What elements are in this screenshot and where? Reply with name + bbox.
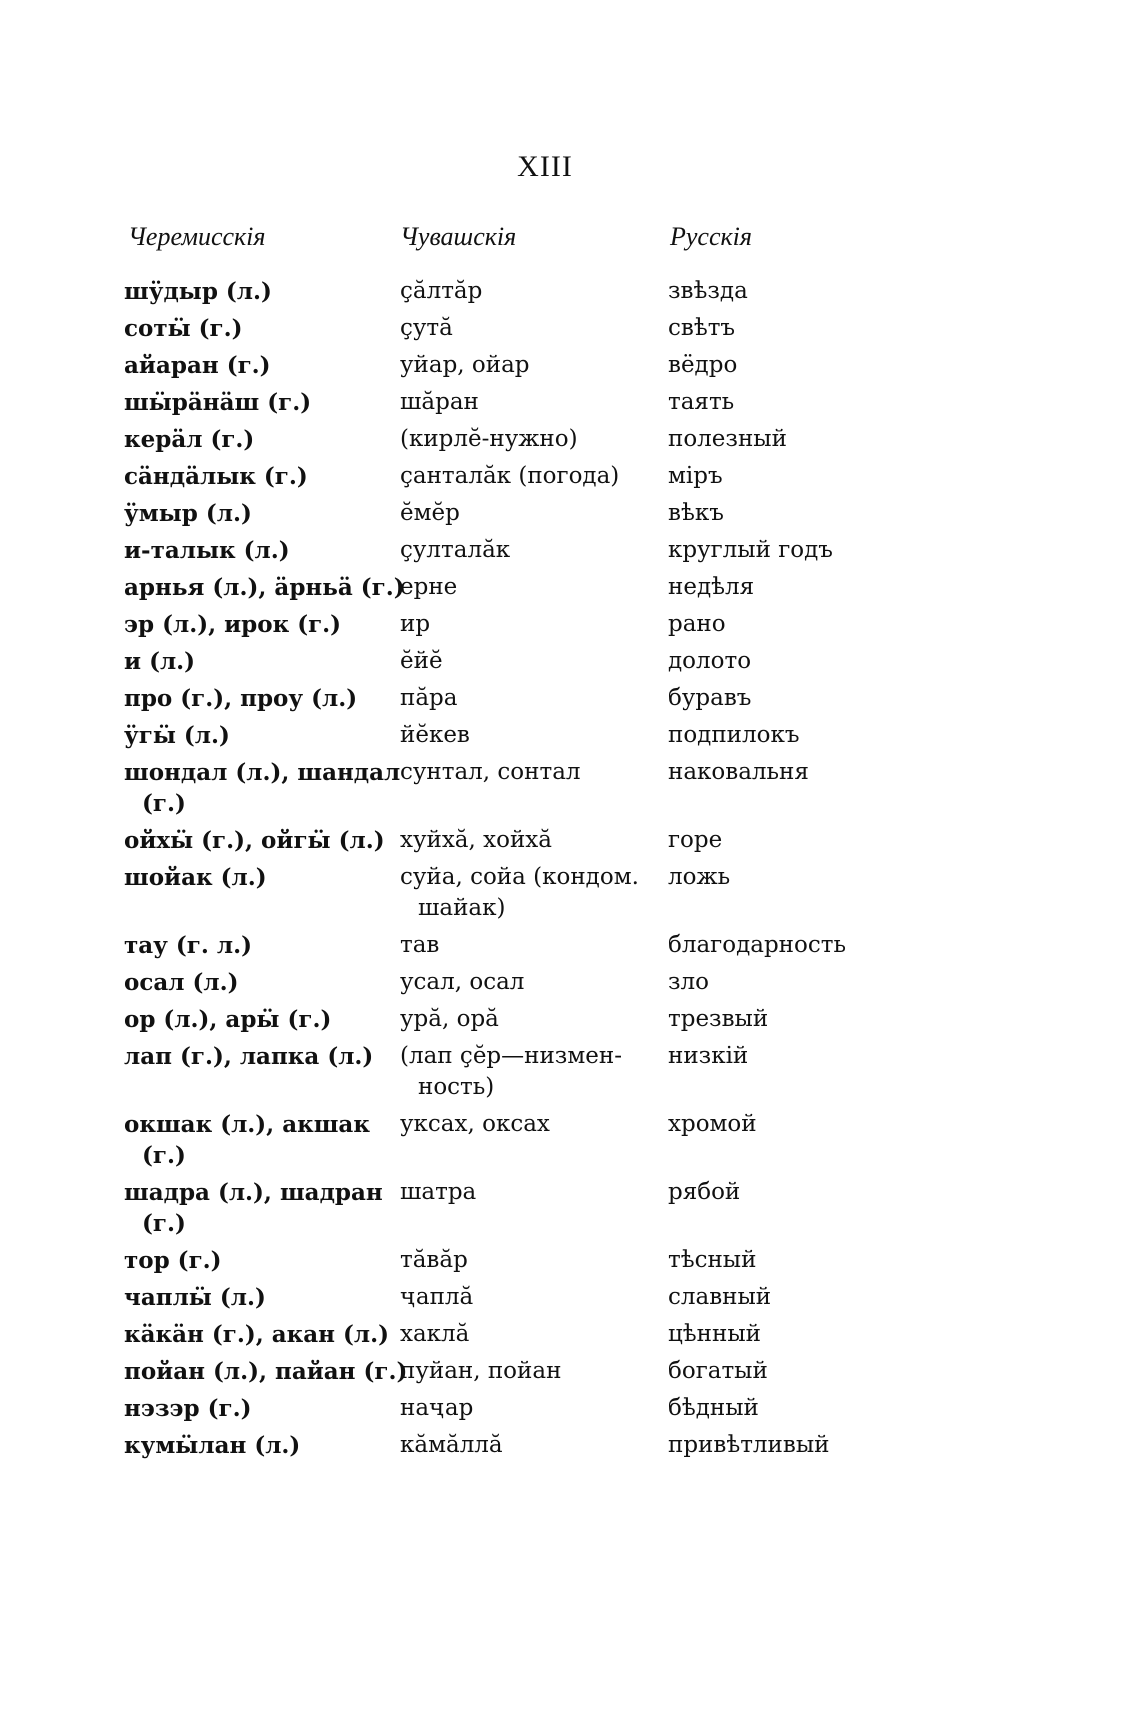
chuvash-word-line: пăра [400,685,458,711]
russian-word [668,350,968,381]
russian-word [668,572,968,603]
russian-word [668,862,968,893]
cheremis-word [124,498,394,529]
cheremis-word-line: шӹрäнäш (г.) [124,389,312,416]
russian-word-line: буравъ [668,685,752,711]
chuvash-word-line: ҫулталăк [400,537,511,563]
russian-word-line: трезвый [668,1006,769,1032]
russian-word [668,930,968,961]
cheremis-word [124,1004,394,1035]
russian-word [668,387,968,418]
chuvash-word-line: хуйхă, хойхă [400,827,552,853]
chuvash-word-line: ерне [400,574,458,600]
cheremis-word-line: и (л.) [124,648,196,675]
chuvash-word-line: уйар, ойар [400,352,530,378]
cheremis-word-line: эр (л.), ирок (г.) [124,611,342,638]
cheremis-word [124,930,394,961]
table-row [0,683,1140,720]
russian-word [668,1245,968,1276]
table-row [0,862,1140,930]
cheremis-word-line: (г.) [142,1142,186,1169]
russian-word [668,461,968,492]
russian-word [668,313,968,344]
russian-word [668,1430,968,1461]
russian-word [668,424,968,455]
cheremis-word-line: шондал (л.), шандал [124,759,401,786]
chuvash-word-line: шатра [400,1179,477,1205]
cheremis-word-line: сäндäлык (г.) [124,463,308,490]
russian-word-line: міръ [668,463,723,489]
russian-word-line: привѣтливый [668,1432,830,1458]
cheremis-word-line: арнья (л.), äрньä (г.) [124,574,405,601]
chuvash-word [400,757,655,788]
chuvash-word [400,313,655,344]
cheremis-word-line: шадра (л.), шадран [124,1179,383,1206]
russian-word [668,1177,968,1208]
table-row [0,609,1140,646]
chuvash-word [400,572,655,603]
table-row [0,825,1140,862]
chuvash-word [400,1109,655,1140]
table-row [0,1393,1140,1430]
cheremis-word [124,1041,394,1072]
cheremis-word-line: тор (г.) [124,1247,222,1274]
cheremis-word [124,967,394,998]
russian-word-line: низкій [668,1043,749,1069]
russian-word-line: рябой [668,1179,741,1205]
header-russian: Русскія [670,222,752,251]
cheremis-word [124,313,394,344]
russian-word [668,1393,968,1424]
cheremis-word [124,1356,408,1387]
chuvash-word-line: шайак) [418,895,506,921]
russian-word-line: полезный [668,426,787,452]
chuvash-word-line: урă, орă [400,1006,499,1032]
chuvash-word [400,609,655,640]
cheremis-word [124,720,394,751]
chuvash-word-line: суйа, сойа (кондом. [400,864,639,890]
chuvash-word-line: ҫанталăк (погода) [400,463,620,489]
cheremis-word-line: ойхӹ (г.), ойгӹ (л.) [124,827,385,854]
cheremis-word-line: кумӹлан (л.) [124,1432,301,1459]
cheremis-word [124,1109,394,1171]
cheremis-word-line: керäл (г.) [124,426,255,453]
cheremis-word-line: пойан (л.), пайан (г.) [124,1358,408,1385]
chuvash-word-line: ĕйĕ [400,648,443,674]
cheremis-word-line: ор (л.), арӹ (г.) [124,1006,332,1033]
chuvash-word [400,461,655,492]
table-row [0,930,1140,967]
russian-word-line: вѣкъ [668,500,724,526]
russian-word [668,683,968,714]
russian-word-line: тѣсный [668,1247,757,1273]
table-row [0,1356,1140,1393]
russian-word-line: ложь [668,864,731,890]
russian-word [668,825,968,856]
chuvash-word [400,350,655,381]
cheremis-word [124,862,394,893]
russian-word [668,967,968,998]
russian-word [668,609,968,640]
cheremis-word-line: окшак (л.), акшак [124,1111,370,1138]
cheremis-word-line: про (г.), проу (л.) [124,685,358,712]
chuvash-word-line: ность) [418,1074,495,1100]
table-row [0,1430,1140,1467]
russian-word [668,1319,968,1350]
cheremis-word-line: шӱдыр (л.) [124,278,272,305]
cheremis-word-line: шойак (л.) [124,864,267,891]
table-row [0,350,1140,387]
russian-word-line: славный [668,1284,772,1310]
russian-word-line: долото [668,648,752,674]
chuvash-word [400,1393,655,1424]
page-number: XIII [517,150,573,183]
cheremis-word-line: тау (г. л.) [124,932,252,959]
russian-word [668,1109,968,1140]
cheremis-word-line: кäкäн (г.), акан (л.) [124,1321,389,1348]
table-row [0,276,1140,313]
cheremis-word [124,572,405,603]
chuvash-word [400,967,655,998]
table-row [0,424,1140,461]
table-row [0,1282,1140,1319]
cheremis-word-line: ӱмыр (л.) [124,500,252,527]
cheremis-word [124,535,394,566]
cheremis-word [124,825,394,856]
chuvash-word-line: сунтал, сонтал [400,759,581,785]
chuvash-word [400,1004,655,1035]
russian-word-line: круглый годъ [668,537,833,563]
russian-word [668,535,968,566]
chuvash-word-line: ĕмĕр [400,500,460,526]
chuvash-word-line: ир [400,611,431,637]
chuvash-word-line: ҫутă [400,315,453,341]
chuvash-word-line: шăран [400,389,479,415]
table-row [0,387,1140,424]
cheremis-word-line: (г.) [142,1210,186,1237]
russian-word-line: цѣнный [668,1321,761,1347]
cheremis-word-line: и-талык (л.) [124,537,290,564]
cheremis-word [124,350,394,381]
cheremis-word-line: лап (г.), лапка (л.) [124,1043,374,1070]
table-row [0,498,1140,535]
table-row [0,967,1140,1004]
chuvash-word-line: ҫăлтăр [400,278,483,304]
russian-word-line: богатый [668,1358,768,1384]
cheremis-word [124,424,394,455]
chuvash-word [400,276,655,307]
chuvash-word-line: (лап ҫĕр—низмен- [400,1043,622,1069]
table-row [0,720,1140,757]
russian-word-line: вёдро [668,352,738,378]
russian-word-line: бѣдный [668,1395,759,1421]
table-row [0,1041,1140,1109]
table-row [0,1109,1140,1177]
cheremis-word [124,1319,394,1350]
header-cheremis: Черемисскія [128,222,266,251]
chuvash-word [400,646,655,677]
russian-word-line: подпилокъ [668,722,800,748]
table-row [0,313,1140,350]
chuvash-word-line: пуйан, пойан [400,1358,562,1384]
chuvash-word [400,930,655,961]
column-headers [0,222,1140,262]
russian-word-line: звѣзда [668,278,748,304]
cheremis-word [124,1282,394,1313]
cheremis-word [124,609,394,640]
cheremis-word-line: чаплӹ (л.) [124,1284,266,1311]
cheremis-word [124,1245,394,1276]
cheremis-word [124,387,394,418]
russian-word-line: свѣтъ [668,315,736,341]
table-row [0,1004,1140,1041]
russian-word-line: наковальня [668,759,809,785]
table-row [0,646,1140,683]
chuvash-word [400,862,655,924]
chuvash-word-line: уксах, оксах [400,1111,550,1137]
russian-word-line: таять [668,389,735,415]
cheremis-word [124,757,401,819]
cheremis-word-line: (г.) [142,790,186,817]
russian-word [668,646,968,677]
russian-word-line: благодарность [668,932,846,958]
russian-word-line: зло [668,969,710,995]
cheremis-word [124,276,394,307]
russian-word [668,1356,968,1387]
chuvash-word [400,1041,655,1103]
chuvash-word-line: ҷаплă [400,1284,474,1310]
word-list [0,276,1140,1467]
chuvash-word [400,424,655,455]
cheremis-word-line: осал (л.) [124,969,239,996]
chuvash-word-line: тăвăр [400,1247,468,1273]
cheremis-word [124,646,394,677]
table-row [0,757,1140,825]
chuvash-word-line: йĕкев [400,722,470,748]
cheremis-word [124,683,394,714]
russian-word-line: рано [668,611,726,637]
table-row [0,1177,1140,1245]
table-row [0,1319,1140,1356]
chuvash-word [400,720,655,751]
russian-word [668,498,968,529]
chuvash-word [400,1177,655,1208]
table-row [0,535,1140,572]
chuvash-word-line: (кирлĕ-нужно) [400,426,578,452]
header-chuvash: Чувашскія [400,222,517,251]
cheremis-word [124,461,394,492]
chuvash-word [400,387,655,418]
russian-word [668,757,968,788]
chuvash-word [400,1245,655,1276]
chuvash-word [400,1282,655,1313]
chuvash-word-line: хаклă [400,1321,470,1347]
table-row [0,572,1140,609]
russian-word-line: хромой [668,1111,757,1137]
chuvash-word [400,825,655,856]
chuvash-word [400,535,655,566]
russian-word [668,276,968,307]
chuvash-word [400,683,655,714]
russian-word [668,1041,968,1072]
chuvash-word [400,1430,655,1461]
russian-word-line: горе [668,827,723,853]
chuvash-word-line: наҷар [400,1395,474,1421]
chuvash-word [400,498,655,529]
table-row [0,1245,1140,1282]
cheremis-word [124,1393,394,1424]
chuvash-word [400,1356,655,1387]
cheremis-word [124,1430,394,1461]
cheremis-word-line: сотӹ (г.) [124,315,243,342]
russian-word-line: недѣля [668,574,755,600]
cheremis-word [124,1177,394,1239]
russian-word [668,1004,968,1035]
cheremis-word-line: нэзэр (г.) [124,1395,252,1422]
table-row [0,461,1140,498]
chuvash-word-line: усал, осал [400,969,525,995]
russian-word [668,720,968,751]
chuvash-word-line: тав [400,932,440,958]
chuvash-word-line: кăмăллă [400,1432,503,1458]
russian-word [668,1282,968,1313]
chuvash-word [400,1319,655,1350]
cheremis-word-line: айаран (г.) [124,352,271,379]
cheremis-word-line: ӱгӹ (л.) [124,722,230,749]
